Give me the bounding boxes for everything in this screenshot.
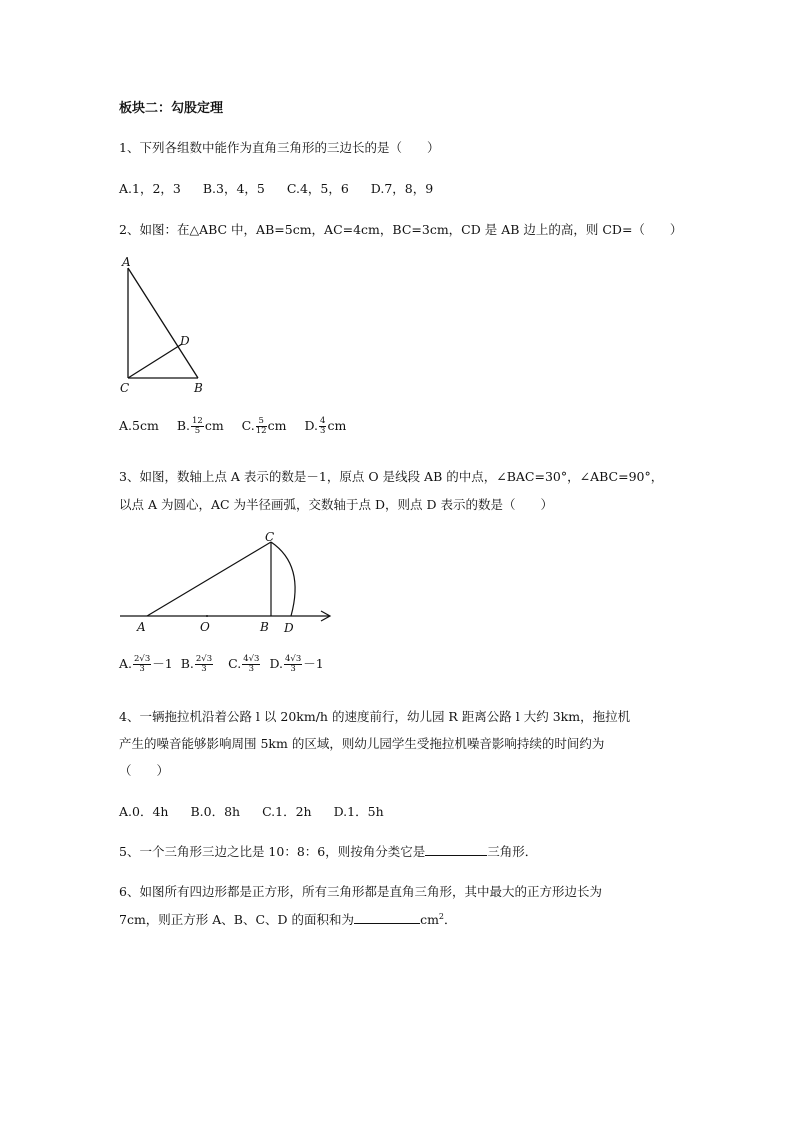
question-2-options: [119, 417, 364, 436]
q3-number-line-figure: [115, 525, 340, 637]
question-3-line-2: 以点 A 为圆心，AC 为半径画弧，交数轴于点 D，则点 D 表示的数是（ ）: [119, 497, 554, 512]
label-b: B: [194, 381, 203, 395]
origin-dot: [206, 615, 208, 617]
q2-option-b: B. $\frac{12}{5}$ cm: [176, 416, 224, 436]
q5-answer-blank[interactable]: [425, 843, 487, 856]
q1-option-b: B.3，4，5: [202, 181, 265, 196]
altitude-cd: [128, 344, 182, 378]
question-3-options: [119, 654, 342, 674]
label-a: A: [137, 620, 146, 634]
q5-text-after: 三角形．: [487, 844, 538, 859]
q6-answer-blank[interactable]: [354, 911, 420, 924]
q3-option-b: B. $\frac{2√3}{3}$: [180, 654, 213, 674]
question-3-line-1: 3、如图，数轴上点 A 表示的数是－1，原点 O 是线段 AB 的中点，∠BAC=30°，∠ABC=90°，: [119, 469, 664, 484]
label-c: C: [265, 530, 275, 544]
question-4-line-2: 产生的噪音能够影响周围 5km 的区域，则幼儿园学生受拖拉机噪音影响持续的时间约为: [119, 736, 605, 751]
q6-unit-exponent: 2: [438, 911, 445, 921]
segment-ac: [147, 542, 271, 616]
label-a: A: [122, 255, 131, 269]
q4-option-b: B.0．8h: [190, 804, 241, 819]
q5-text-before: 5、一个三角形三边之比是 10：8：6，则按角分类它是: [119, 844, 426, 859]
q6-unit: cm: [420, 912, 439, 927]
q1-option-a: A.1，2，3: [119, 181, 181, 196]
question-1-options: [119, 179, 451, 197]
q6-end: ．: [444, 912, 457, 927]
label-d: D: [180, 334, 190, 348]
q4-option-a: A.0．4h: [119, 804, 169, 819]
q2-triangle-figure: [110, 252, 220, 397]
q4-option-c: C.1．2h: [262, 804, 312, 819]
side-ab: [128, 268, 198, 378]
label-c: C: [120, 381, 130, 395]
question-2-text: 2、如图：在△ABC 中，AB=5cm，AC=4cm，BC=3cm，CD 是 AB 边上的高，则 CD=（ ）: [119, 222, 683, 237]
q2-option-a: A.5cm: [119, 418, 159, 433]
q2-option-d: D. $\frac{4}{3}$ cm: [304, 416, 347, 436]
q2-option-c: C. $\frac{5}{12}$ cm: [241, 416, 287, 436]
q6-text-before: 7cm，则正方形 A、B、C、D 的面积和为: [119, 912, 355, 927]
question-5-text: [119, 842, 537, 860]
question-4-line-1: 4、一辆拖拉机沿着公路 l 以 20km/h 的速度前行，幼儿园 R 距离公路 l 大约 3km，拖拉机: [119, 709, 631, 724]
arc-cd: [271, 542, 295, 616]
q1-option-c: C.4，5，6: [286, 181, 349, 196]
q4-option-d: D.1．5h: [333, 804, 384, 819]
q3-option-d: D. $\frac{4√3}{3}$ －1: [269, 654, 324, 674]
question-1-text: 1、下列各组数中能作为直角三角形的三边长的是（ ）: [119, 140, 440, 155]
q3-option-a: A. $\frac{2√3}{3}$ －1: [119, 654, 173, 674]
question-4-options: [119, 802, 402, 820]
q1-option-d: D.7，8，9: [370, 181, 434, 196]
section-title: 板块二：勾股定理: [119, 101, 224, 116]
question-6-line-2: [119, 910, 457, 928]
question-6-line-1: 6、如图所有四边形都是正方形，所有三角形都是直角三角形，其中最大的正方形边长为: [119, 884, 602, 899]
question-4-line-3: （ ）: [119, 763, 170, 778]
q3-option-c: C. $\frac{4√3}{3}$: [228, 654, 260, 674]
label-b: B: [260, 620, 269, 634]
label-d: D: [284, 621, 294, 635]
label-o: O: [200, 620, 210, 634]
